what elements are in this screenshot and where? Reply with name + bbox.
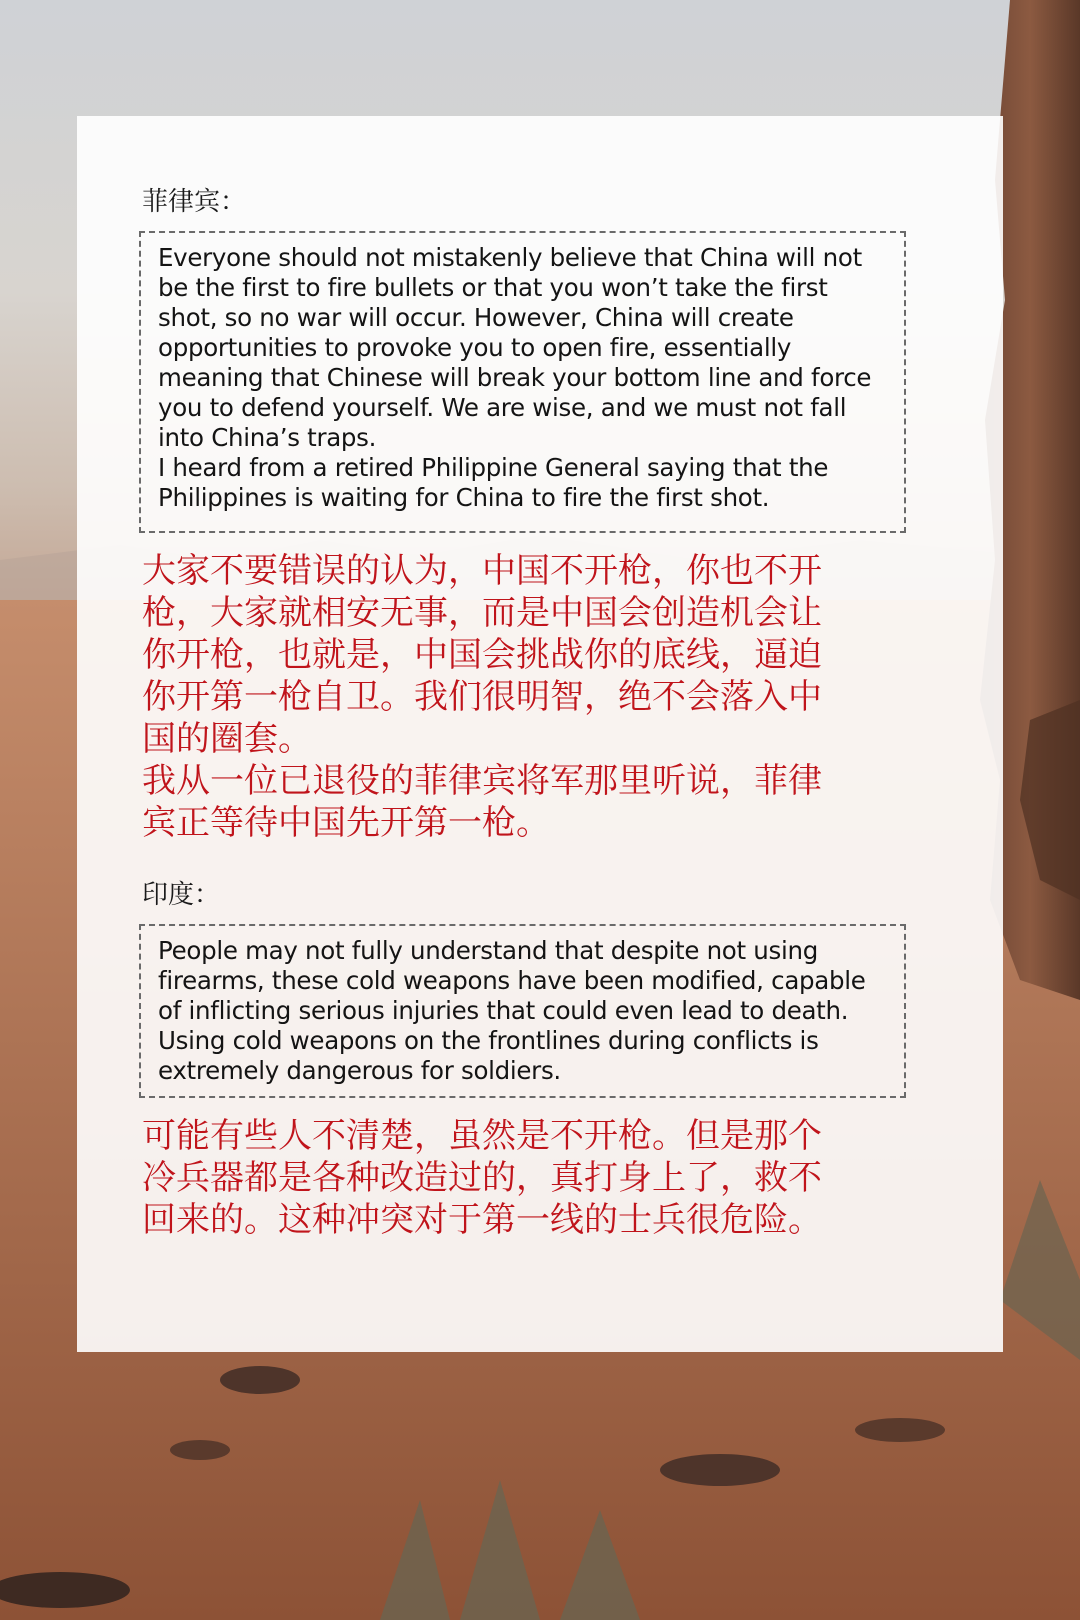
philippines-heading: 菲律宾： <box>142 187 247 217</box>
india-english-quote: People may not fully understand that despite not using firearms, these cold weapons have been modified, capable of inflicting serious injuries that could even lead to death. Using cold weapons on the frontlines during conflicts is extremely dangerous for soldiers. <box>139 924 906 1098</box>
india-chinese-text: 可能有些人不清楚，虽然是不开枪。但是那个 冷兵器都是各种改造过的，真打身上了，救不 回来的。这种冲突对于第一线的士兵很危险。 <box>142 1116 822 1240</box>
india-heading: 印度： <box>142 880 221 910</box>
philippines-chinese-text: 大家不要错误的认为，中国不开枪，你也不开 枪，大家就相安无事，而是中国会创造机会让 你开枪，也就是，中国会挑战你的底线，逼迫 你开第一枪自卫。我们很明智，绝不会落入中 国的圈套。 我从一位已退役的菲律宾将军那里听说，菲律 宾正等待中国先开第一枪。 <box>142 551 822 843</box>
philippines-english-quote: Everyone should not mistakenly believe that China will not be the first to fire bullets or that you won’t take the first shot, so no war will occur. However, China will create opportunities to provoke you to open fire, essentially meaning that Chinese will break your bottom line and force you to defend yourself. We are wise, and we must not fall into China’s traps. I heard from a retired Philippine General saying that the Philippines is waiting for China to fire the first shot. <box>139 231 906 533</box>
